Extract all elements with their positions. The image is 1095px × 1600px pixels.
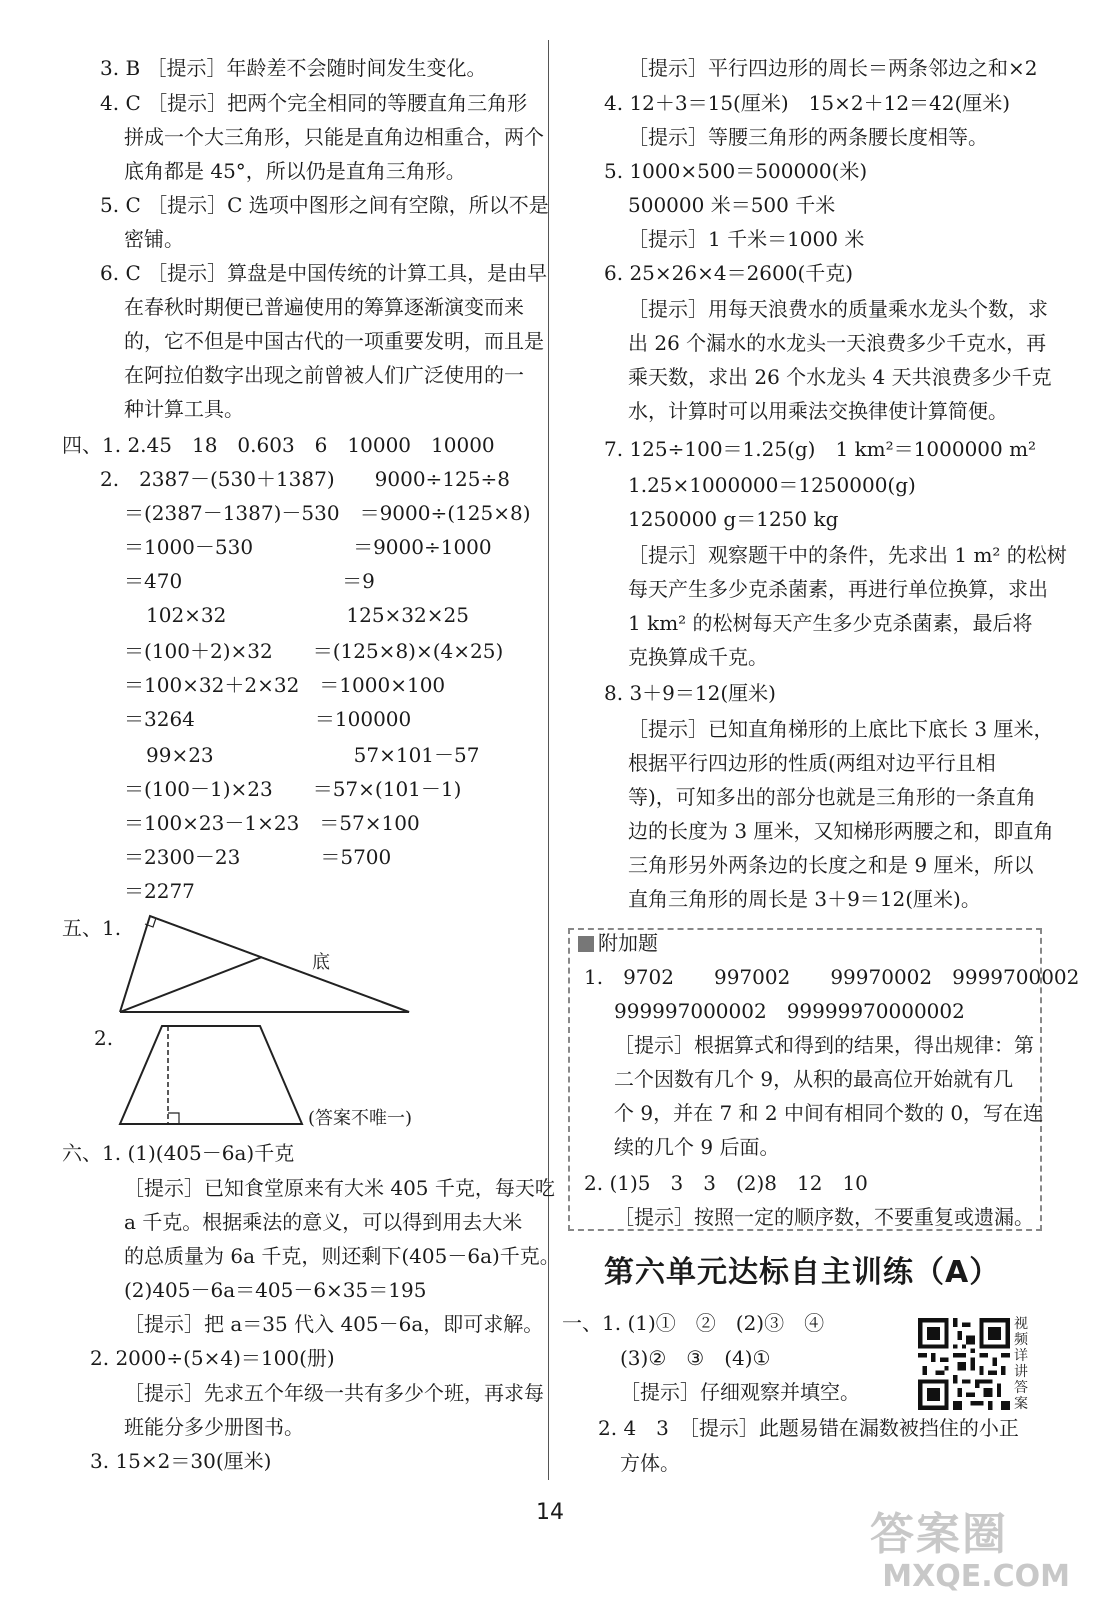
text-line: 续的几个 9 后面。 [614,1135,780,1159]
extra-tag-icon [578,936,594,952]
text-line: ＝(100＋2)×32 ＝(125×8)×(4×25) [124,639,504,663]
text-line: 每天产生多少克杀菌素，再进行单位换算，求出 [628,577,1048,601]
extra-title: 附加题 [598,931,658,955]
trapezoid-outline [120,1026,302,1124]
text-line: 边的长度为 3 厘米，又知梯形两腰之和，即直角 [628,819,1054,843]
text-line: ［提示］观察题干中的条件，先求出 1 m² 的松树 [628,543,1067,567]
text-line: 2. 4 3 ［提示］此题易错在漏数被挡住的小正 [598,1416,1019,1440]
watermark [870,1510,1070,1594]
text-line: 在阿拉伯数字出现之前曾被人们广泛使用的一 [124,363,524,387]
text-line: 2. [94,1026,114,1050]
text-line: 底角都是 45°，所以仍是直角三角形。 [124,159,466,183]
triangle-height [150,916,409,1012]
text-line: 4. C ［提示］把两个完全相同的等腰直角三角形 [100,91,528,115]
text-line: 99×23 57×101－57 [146,743,480,767]
text-line: ［提示］已知直角梯形的上底比下底长 3 厘米， [628,717,1054,741]
text-line: 方体。 [620,1451,680,1475]
text-line: 乘天数，求出 26 个水龙头 4 天共浪费多少千克 [628,365,1052,389]
right-angle-mark [168,1113,179,1124]
watermark-line2: MXQE.COM [882,1559,1070,1594]
text-line: 的，它不但是中国古代的一项重要发明，而且是 [124,329,544,353]
text-line: ＝(100－1)×23 ＝57×(101－1) [124,777,462,801]
text-line: ［提示］1 千米＝1000 米 [628,227,865,251]
text-line: ［提示］按照一定的顺序数，不要重复或遗漏。 [614,1205,1034,1229]
text-line: 5. C ［提示］C 选项中图形之间有空隙，所以不是 [100,193,549,217]
text-line: 2. 2000÷(5×4)＝100(册) [90,1346,335,1370]
text-line: 在春秋时期便已普遍使用的筹算逐渐演变而来 [124,295,524,319]
text-line: 6. C ［提示］算盘是中国传统的计算工具，是由早 [100,261,548,285]
text-line: 六、1. (1)(405－6a)千克 [62,1141,295,1165]
unit6-title: 第六单元达标自主训练（A） [604,1255,1001,1290]
text-line: ＝3264 ＝100000 [124,707,412,731]
text-line: 班能分多少册图书。 [124,1415,304,1439]
text-line: 999997000002 99999970000002 [614,999,965,1023]
text-line: 的总质量为 6a 千克，则还剩下(405－6a)千克。 [124,1244,560,1268]
text-line: ＝470 ＝9 [124,569,375,593]
text-line: ［提示］已知食堂原来有大米 405 千克，每天吃 [124,1176,555,1200]
text-line: 二个因数有几个 9，从积的最高位开始就有几 [614,1067,1014,1091]
text-line: 根据平行四边形的性质(两组对边平行且相 [628,751,996,775]
text-line: 出 26 个漏水的水龙头一天浪费多少千克水，再 [628,331,1047,355]
text-line: (2)405－6a＝405－6×35＝195 [124,1278,427,1302]
trapezoid-figure [112,1018,312,1130]
text-line: 8. 3＋9＝12(厘米) [604,681,776,705]
text-line: ＝2277 [124,879,195,903]
triangle-base-label: 底 [312,952,330,973]
text-line: ［提示］把 a＝35 代入 405－6a，即可求解。 [124,1312,544,1336]
text-line: 3. B ［提示］年龄差不会随时间发生变化。 [100,56,487,80]
triangle-inner-side [120,957,262,1012]
text-line: 等)，可知多出的部分也就是三角形的一条直角 [628,785,1036,809]
qr-code-icon[interactable] [918,1318,1010,1410]
text-line: 四、1. 2.45 18 0.603 6 10000 10000 [62,433,495,457]
text-line: 1. 9702 997002 99970002 9999700002 [584,965,1080,989]
text-line: 5. 1000×500＝500000(米) [604,159,868,183]
text-line: 2. 2387－(530＋1387) 9000÷125÷8 [100,467,510,491]
watermark-line1: 答案圈 [870,1509,1008,1560]
text-line: ［提示］用每天浪费水的质量乘水龙头个数，求 [628,297,1048,321]
text-line: 3. 15×2＝30(厘米) [90,1449,272,1473]
triangle-figure [112,908,412,1018]
text-line: 三角形另外两条边的长度之和是 9 厘米，所以 [628,853,1034,877]
text-line: ＝100×32＋2×32 ＝1000×100 [124,673,446,697]
text-line: 密铺。 [124,227,184,251]
text-line: 拼成一个大三角形，只能是直角边相重合，两个 [124,125,544,149]
trapezoid-note: (答案不唯一) [308,1108,413,1129]
text-line: ＝1000－530 ＝9000÷1000 [124,535,492,559]
text-line: (3)② ③ (4)① [620,1346,771,1370]
page-number: 14 [536,1500,564,1525]
text-line: 克换算成千克。 [628,645,768,669]
text-line: 水，计算时可以用乘法交换律使计算简便。 [628,399,1008,423]
text-line: 1250000 g＝1250 kg [628,507,839,531]
text-line: a 千克。根据乘法的意义，可以得到用去大米 [124,1210,523,1234]
text-line: ＝100×23－1×23 ＝57×100 [124,811,420,835]
text-line: ＝2300－23 ＝5700 [124,845,392,869]
text-line: 2. (1)5 3 3 (2)8 12 10 [584,1171,868,1195]
text-line: ［提示］根据算式和得到的结果，得出规律：第 [614,1033,1034,1057]
text-line: 500000 米＝500 千米 [628,193,836,217]
text-line: 种计算工具。 [124,397,244,421]
text-line: 6. 25×26×4＝2600(千克) [604,261,854,285]
text-line: ［提示］先求五个年级一共有多少个班，再求每 [124,1381,544,1405]
text-line: 1.25×1000000＝1250000(g) [628,473,916,497]
text-line: 个 9，并在 7 和 2 中间有相同个数的 0，写在连 [614,1101,1044,1125]
text-line: 4. 12＋3＝15(厘米) 15×2＋12＝42(厘米) [604,91,1011,115]
text-line: ［提示］仔细观察并填空。 [620,1380,860,1404]
triangle-outline [120,916,409,1012]
qr-label: 视频详讲答案 [1014,1316,1028,1412]
text-line: 7. 125÷100＝1.25(g) 1 km²＝1000000 m² [604,437,1037,461]
text-line: ＝(2387－1387)－530 ＝9000÷(125×8) [124,501,531,525]
text-line: 102×32 125×32×25 [146,603,469,627]
extra-questions-tag [578,930,658,956]
text-line: ［提示］平行四边形的周长＝两条邻边之和×2 [628,56,1038,80]
text-line: 一、1. (1)① ② (2)③ ④ [562,1311,825,1335]
text-line: ［提示］等腰三角形的两条腰长度相等。 [628,125,988,149]
text-line: 五、1. [62,916,122,940]
text-line: 1 km² 的松树每天产生多少克杀菌素，最后将 [628,611,1033,635]
text-line: 直角三角形的周长是 3＋9＝12(厘米)。 [628,887,981,911]
